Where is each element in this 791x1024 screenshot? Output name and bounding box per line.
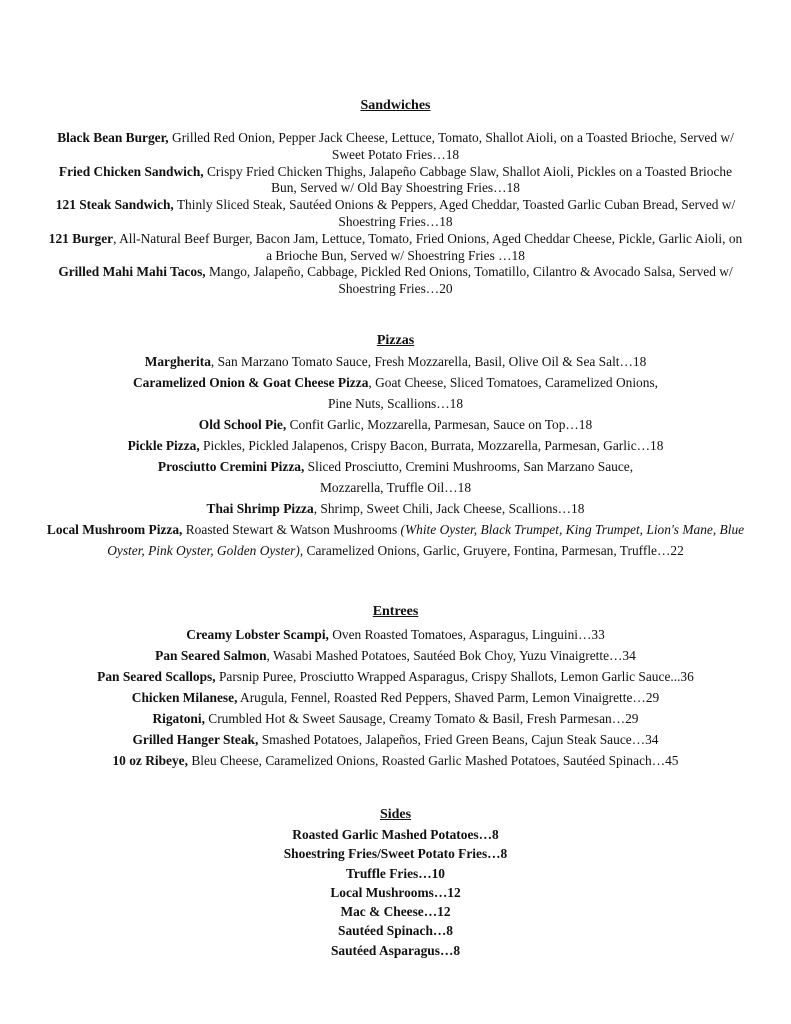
- side-item: Sautéed Spinach…8: [338, 923, 453, 939]
- item-name: 10 oz Ribeye,: [112, 753, 188, 768]
- item-name: Margherita: [144, 354, 211, 369]
- item-name: Local Mushroom Pizza,: [46, 522, 183, 537]
- item-description: Crumbled Hot & Sweet Sausage, Creamy Tomato & Basil, Fresh Parmesan…29: [204, 711, 639, 726]
- item-name: Pickle Pizza,: [127, 438, 200, 453]
- item-description-continued: , Caramelized Onions, Garlic, Gruyere, Fontina, Parmesan, Truffle…22: [299, 543, 684, 558]
- item-name: Pan Seared Scallops,: [97, 669, 216, 684]
- item-description: Confit Garlic, Mozzarella, Parmesan, Sauce on Top…18: [286, 417, 593, 432]
- item-name: Rigatoni,: [152, 711, 205, 726]
- section-heading-entrees: Entrees: [372, 604, 419, 619]
- menu-item: [46, 231, 746, 265]
- menu-item: [36, 519, 756, 561]
- menu-item: [36, 372, 756, 414]
- item-description: Smashed Potatoes, Jalapeños, Fried Green Beans, Cajun Steak Sauce…34: [258, 732, 659, 747]
- menu-item: [36, 351, 756, 372]
- item-description: Arugula, Fennel, Roasted Red Peppers, Shaved Parm, Lemon Vinaigrette…29: [237, 690, 660, 705]
- side-item: Roasted Garlic Mashed Potatoes…8: [292, 827, 499, 842]
- entrees-list: [36, 624, 756, 771]
- menu-item: [36, 666, 756, 687]
- menu-item: [36, 708, 756, 729]
- item-description: Bleu Cheese, Caramelized Onions, Roasted Garlic Mashed Potatoes, Sautéed Spinach…45: [187, 753, 679, 768]
- item-name: Grilled Mahi Mahi Tacos,: [58, 264, 206, 280]
- side-item: Mac & Cheese…12: [340, 904, 451, 920]
- side-item: Sautéed Asparagus…8: [330, 942, 461, 958]
- menu-item: [36, 435, 756, 456]
- item-description: Thinly Sliced Steak, Sautéed Onions & Peppers, Aged Cheddar, Toasted Garlic Cuban Bread, Served w/ Shoestring Fries…18: [173, 197, 736, 229]
- item-description-continued: Pine Nuts, Scallions…18: [327, 396, 464, 411]
- item-description-italic: (White Oyster, Black Trumpet, King Trumpet, Lion's Mane, Blue Oyster, Pink Oyster, Golden Oyster): [107, 522, 745, 558]
- section-sides: [0, 806, 791, 960]
- item-description: , All-Natural Beef Burger, Bacon Jam, Lettuce, Tomato, Fried Onions, Aged Cheddar Cheese, Pickle, Garlic Aioli, on a Brioche Bun, Served w/ Shoestring Fries …18: [113, 230, 743, 263]
- menu-item: [36, 729, 756, 750]
- sandwiches-list: [46, 130, 746, 298]
- pizzas-list: [36, 351, 756, 561]
- menu-item: [36, 687, 756, 708]
- item-description: Roasted Stewart & Watson Mushrooms: [182, 522, 401, 537]
- item-description: Sliced Prosciutto, Cremini Mushrooms, San Marzano Sauce,: [304, 459, 634, 474]
- item-name: Creamy Lobster Scampi,: [186, 627, 329, 642]
- item-name: 121 Steak Sandwich,: [55, 197, 174, 213]
- item-name: Black Bean Burger,: [57, 130, 169, 145]
- item-name: Thai Shrimp Pizza: [206, 501, 314, 516]
- menu-item: [36, 624, 756, 645]
- side-item: Truffle Fries…10: [345, 865, 446, 881]
- item-description: , Wasabi Mashed Potatoes, Sautéed Bok Choy, Yuzu Vinaigrette…34: [266, 648, 636, 663]
- item-name: 121 Burger: [48, 230, 114, 246]
- menu-item: [36, 645, 756, 666]
- section-heading-pizzas: Pizzas: [376, 333, 415, 348]
- item-description: , Goat Cheese, Sliced Tomatoes, Caramelized Onions,: [368, 375, 659, 390]
- item-description: Parsnip Puree, Prosciutto Wrapped Asparagus, Crispy Shallots, Lemon Garlic Sauce...36: [215, 669, 694, 684]
- section-sandwiches: [0, 97, 791, 298]
- side-item: Shoestring Fries/Sweet Potato Fries…8: [283, 846, 508, 862]
- menu-item: [36, 498, 756, 519]
- item-name: Chicken Milanese,: [131, 690, 238, 705]
- menu-item: [46, 130, 746, 164]
- item-name: Pan Seared Salmon: [155, 648, 267, 663]
- item-name: Caramelized Onion & Goat Cheese Pizza: [132, 375, 369, 390]
- item-description: Crispy Fried Chicken Thighs, Jalapeño Cabbage Slaw, Shallot Aioli, Pickles on a Toasted Brioche Bun, Served w/ Old Bay Shoestring Fries…18: [203, 163, 733, 196]
- item-name: Old School Pie,: [198, 417, 287, 432]
- item-description: Pickles, Pickled Jalapenos, Crispy Bacon, Burrata, Mozzarella, Parmesan, Garlic…18: [199, 438, 664, 453]
- menu-item: [46, 197, 746, 231]
- side-item: Local Mushrooms…12: [330, 884, 461, 900]
- item-description: , Shrimp, Sweet Chili, Jack Cheese, Scallions…18: [313, 501, 585, 516]
- section-pizzas: [0, 332, 791, 561]
- item-description: Mango, Jalapeño, Cabbage, Pickled Red Onions, Tomatillo, Cilantro & Avocado Salsa, Served w/ Shoestring Fries…20: [205, 264, 733, 297]
- item-description: Oven Roasted Tomatoes, Asparagus, Linguini…33: [328, 627, 605, 642]
- section-heading-sandwiches: Sandwiches: [360, 98, 431, 113]
- menu-item: [46, 164, 746, 198]
- item-name: Fried Chicken Sandwich,: [58, 163, 204, 179]
- item-name: Grilled Hanger Steak,: [132, 732, 259, 747]
- menu-item: [36, 750, 756, 771]
- item-description: , San Marzano Tomato Sauce, Fresh Mozzarella, Basil, Olive Oil & Sea Salt…18: [210, 354, 647, 369]
- section-entrees: [0, 603, 791, 771]
- item-name: Prosciutto Cremini Pizza,: [157, 459, 305, 474]
- menu-item: [36, 456, 756, 498]
- menu-item: [46, 264, 746, 298]
- item-description: Grilled Red Onion, Pepper Jack Cheese, Lettuce, Tomato, Shallot Aioli, on a Toasted Brioche, Served w/ Sweet Potato Fries…18: [168, 130, 734, 162]
- menu-item: [36, 414, 756, 435]
- section-heading-sides: Sides: [379, 807, 412, 822]
- sides-list: [196, 825, 596, 960]
- item-description-continued: Mozzarella, Truffle Oil…18: [319, 480, 472, 495]
